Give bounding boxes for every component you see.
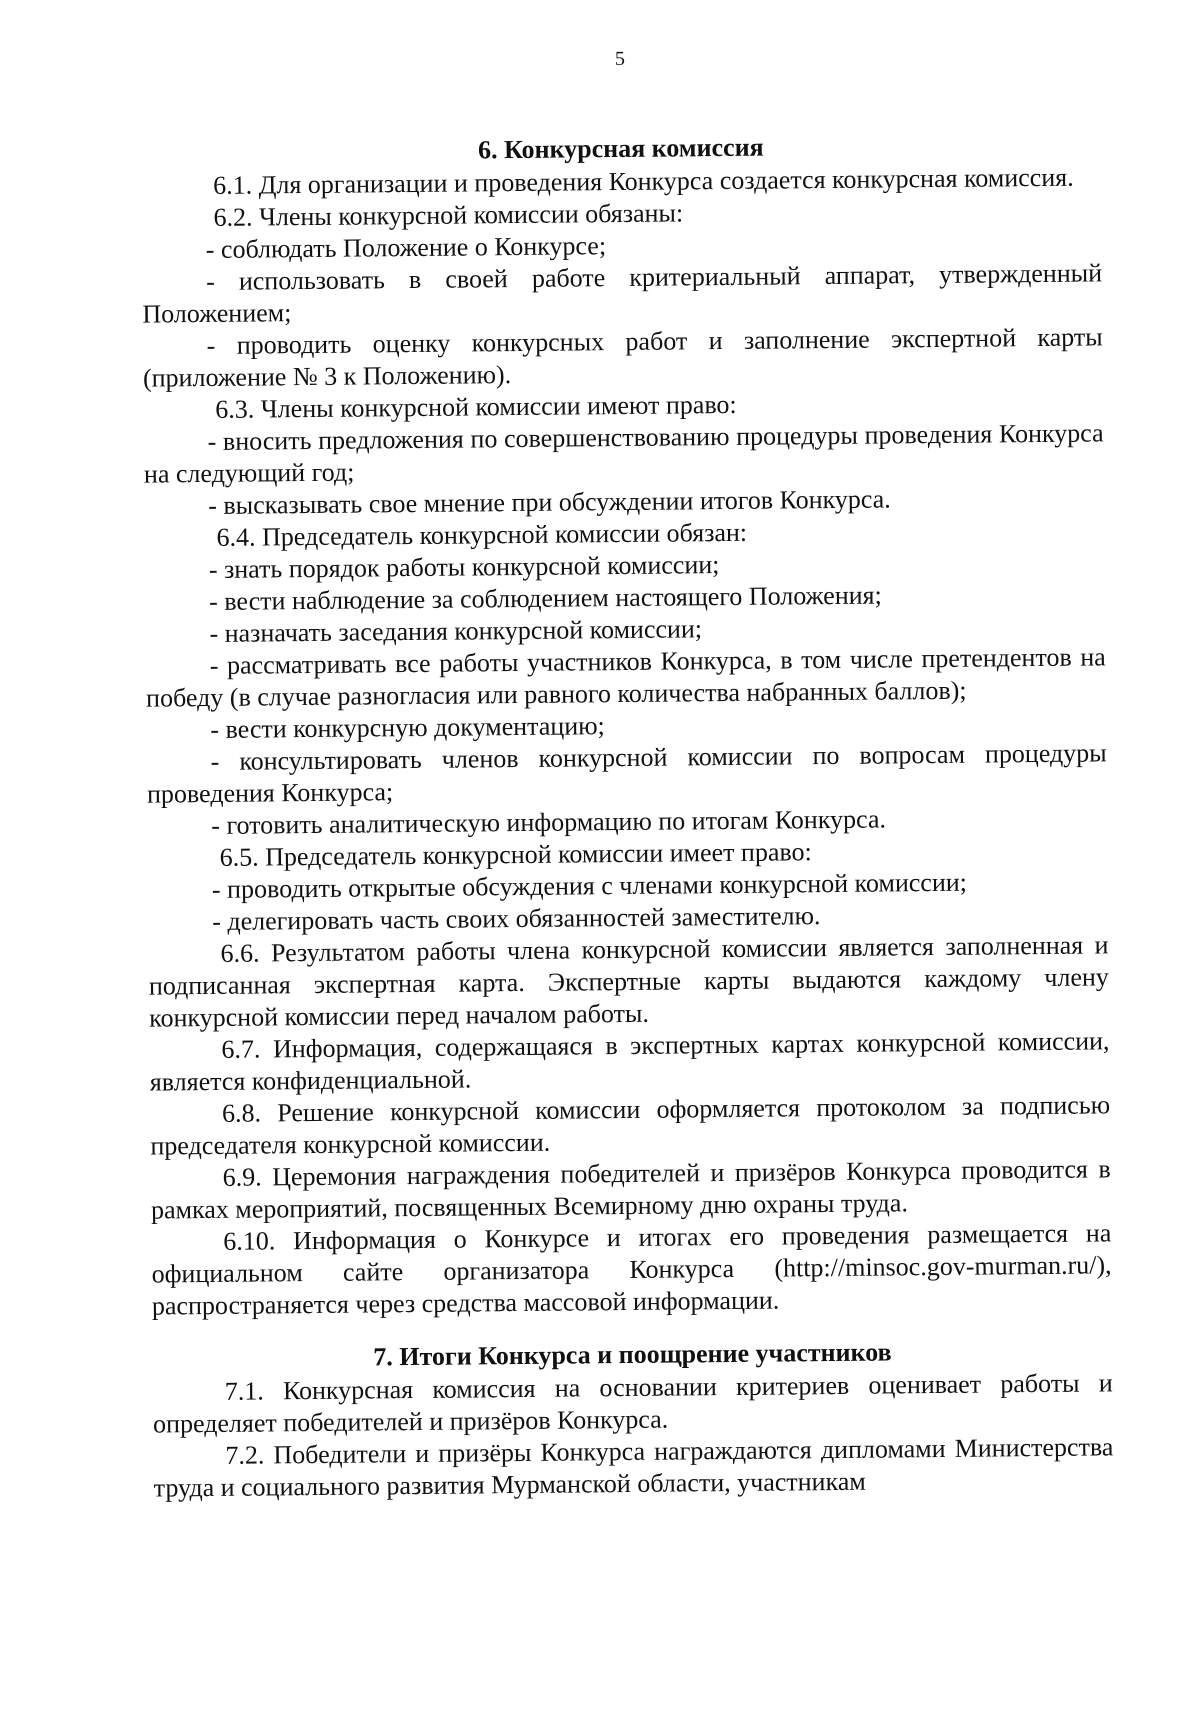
list-item: - проводить открытые обсуждения с членами конкурсной комиссии; (211, 867, 968, 904)
paragraph: 7.2. Победители и призёры Конкурса награждаются дипломами Министерства труда и социального развития Мурманской области, участникам (153, 1432, 1114, 1503)
paragraph: 6.4. Председатель конкурсной комиссии обязан: (216, 517, 748, 552)
paragraph: 6.1. Для организации и проведения Конкурса создается конкурсная комиссия. (213, 162, 1074, 200)
paragraph: 6.5. Председатель конкурсной комиссии имеет право: (219, 837, 812, 872)
list-item: - вести наблюдение за соблюдением настоящего Положения; (209, 580, 882, 616)
list-item: - готовить аналитическую информацию по итогам Конкурса. (211, 804, 887, 840)
paragraph: 6.3. Члены конкурсной комиссии имеют право: (215, 389, 737, 424)
paragraph: 6.8. Решение конкурсной комиссии оформляется протоколом за подписью председателя конкурсной комиссии. (150, 1090, 1111, 1161)
list-item: - проводить оценку конкурсных работ и заполнение экспертной карты (приложение № 3 к Положению). (142, 322, 1103, 393)
list-item: - рассматривать все работы участников Конкурса, в том числе претендентов на победу (в случае разногласия или равного количества набранных баллов); (145, 642, 1106, 713)
list-item: - консультировать членов конкурсной комиссии по вопросам процедуры проведения Конкурса; (146, 738, 1107, 809)
list-item: - делегировать часть своих обязанностей заместителю. (212, 901, 821, 936)
paragraph: 6.2. Члены конкурсной комиссии обязаны: (213, 198, 684, 232)
document-body (141, 127, 1114, 1504)
list-item: - использовать в своей работе критериальный аппарат, утвержденный Положением; (142, 258, 1103, 329)
page-number: 5 (614, 47, 626, 71)
list-item: - назначать заседания конкурсной комиссии; (209, 614, 703, 648)
list-item: - вести конкурсную документацию; (210, 711, 605, 744)
section-6-heading: 6. Конкурсная комиссия (477, 132, 764, 165)
paragraph: 7.1. Конкурсная комиссия на основании критериев оценивает работы и определяет победителей и призёров Конкурса. (152, 1368, 1113, 1439)
list-item: - высказывать свое мнение при обсуждении итогов Конкурса. (208, 484, 891, 520)
list-item: - знать порядок работы конкурсной комиссии; (208, 550, 720, 584)
list-item: - вносить предложения по совершенствованию процедуры проведения Конкурса на следующий год; (143, 418, 1104, 489)
paragraph: 6.9. Церемония награждения победителей и призёров Конкурса проводится в рамках мероприятий, посвященных Всемирному дню охраны труда. (150, 1154, 1111, 1225)
paragraph: 6.10. Информация о Конкурсе и итогах его проведения размещается на официальном сайте организатора Конкурса (http://minsoc.gov-murman.ru/), распространяется через средства массовой информации. (151, 1218, 1112, 1321)
section-7-heading: 7. Итоги Конкурса и поощрение участников (373, 1337, 892, 1372)
paragraph: 6.6. Результатом работы члена конкурсной комиссии является заполненная и подписанная экспертная карта. Экспертные карты выдаются каждому члену конкурсной комиссии перед началом работы. (148, 930, 1109, 1033)
list-item: - соблюдать Положение о Конкурсе; (205, 231, 607, 264)
paragraph: 6.7. Информация, содержащаяся в экспертных картах конкурсной комиссии, является конфиденциальной. (149, 1026, 1110, 1097)
